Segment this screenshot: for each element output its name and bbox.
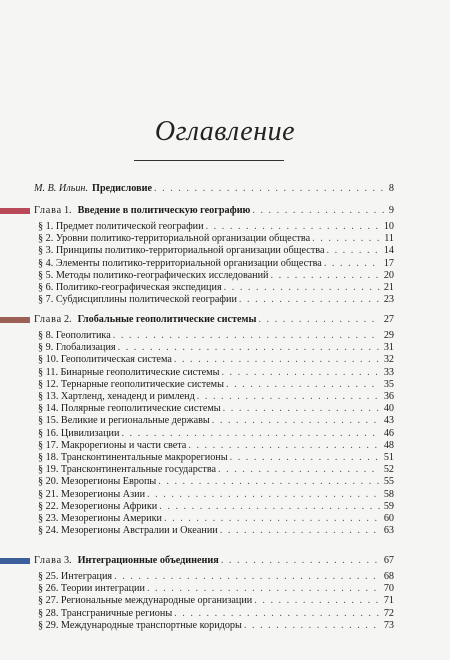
section-number: § 28. — [38, 607, 59, 619]
section-title: Принципы политико-территориальной организации общества — [55, 245, 325, 257]
section-label — [38, 608, 172, 620]
section-entry[interactable] — [38, 525, 394, 537]
section-title: Глобализация — [55, 342, 116, 354]
section-title: Мезорегионы Америки — [60, 513, 163, 524]
section-label — [38, 583, 145, 595]
section-entry[interactable] — [38, 620, 394, 632]
preface-author: М. В. Ильин. — [34, 183, 89, 194]
section-page: 63 — [383, 525, 394, 537]
leader-dots — [159, 501, 380, 513]
chapter-word: Глава — [34, 555, 62, 566]
section-page: 31 — [383, 342, 394, 354]
section-number: § 16. — [38, 427, 59, 439]
section-label — [38, 440, 186, 452]
preface-entry[interactable] — [34, 183, 394, 195]
section-label — [38, 270, 269, 282]
section-number: § 8. — [38, 330, 54, 341]
section-title: Мезорегионы Азии — [60, 488, 146, 500]
section-entry[interactable] — [38, 403, 394, 415]
section-entry[interactable] — [38, 513, 394, 525]
section-title: Региональные международные организации — [60, 595, 253, 607]
section-entry[interactable] — [38, 354, 394, 366]
leader-dots — [164, 513, 380, 525]
leader-dots — [113, 330, 380, 342]
section-entry[interactable] — [38, 221, 394, 233]
section-title: Полярные геополитические системы — [60, 403, 221, 415]
section-entry[interactable] — [38, 270, 394, 282]
section-number: § 1. — [38, 221, 54, 232]
section-label — [38, 595, 252, 607]
leader-dots — [312, 233, 380, 245]
leader-dots — [221, 555, 380, 567]
section-title: Мезорегионы Европы — [60, 476, 157, 488]
section-entry[interactable] — [38, 501, 394, 513]
section-number: § 5. — [38, 269, 54, 281]
section-entry[interactable] — [38, 595, 394, 607]
leader-dots — [224, 282, 380, 294]
section-number: § 13. — [38, 391, 59, 402]
section-entry[interactable] — [38, 440, 394, 452]
section-label — [38, 489, 145, 501]
chapter-page: 9 — [388, 205, 394, 216]
section-entry[interactable] — [38, 583, 394, 595]
section-entry[interactable] — [38, 330, 394, 342]
section-label — [38, 513, 162, 525]
section-page: 21 — [383, 282, 394, 293]
section-title: Бинарные геополитические системы — [60, 366, 220, 378]
section-label — [38, 415, 210, 427]
section-number: § 3. — [38, 245, 54, 257]
section-label — [38, 525, 218, 537]
section-page: 51 — [383, 452, 394, 463]
chapter-number: 3. — [63, 555, 72, 566]
chapter-word: Глава — [34, 205, 62, 216]
leader-dots — [158, 476, 380, 488]
leader-dots — [174, 608, 380, 620]
section-page: 72 — [383, 607, 394, 619]
section-entry[interactable] — [38, 571, 394, 583]
section-title: Цивилизации — [60, 427, 120, 439]
section-entry[interactable] — [38, 476, 394, 488]
section-entry[interactable] — [38, 245, 394, 257]
leader-dots — [230, 452, 380, 464]
leader-dots — [244, 620, 380, 632]
leader-dots — [271, 270, 380, 282]
title-underline — [134, 160, 284, 161]
section-label — [38, 233, 310, 245]
chapter-3-color-bar — [0, 558, 30, 564]
chapter-label — [34, 205, 250, 217]
section-title: Трансконтинентальные государства — [60, 464, 217, 476]
section-label — [38, 452, 228, 464]
section-title: Предмет политической географии — [55, 221, 204, 232]
section-label — [38, 330, 111, 342]
section-label — [38, 620, 242, 632]
section-page: 70 — [383, 583, 394, 595]
section-title: Международные транспортные коридоры — [60, 619, 242, 631]
section-entry[interactable] — [38, 428, 394, 440]
section-page: 20 — [383, 269, 394, 281]
section-label — [38, 428, 119, 440]
section-entry[interactable] — [38, 464, 394, 476]
section-label — [38, 476, 156, 488]
leader-dots — [197, 391, 380, 403]
section-number: § 14. — [38, 403, 59, 415]
section-title: Хартленд, хенаденд и римленд — [60, 391, 195, 402]
section-page: 43 — [383, 415, 394, 427]
section-page: 17 — [383, 257, 394, 269]
section-title: Субдисциплины политической географии — [55, 294, 237, 306]
section-number: § 10. — [38, 354, 59, 366]
section-label — [38, 258, 322, 270]
preface-label — [34, 183, 152, 195]
leader-dots — [154, 183, 385, 195]
section-number: § 4. — [38, 257, 54, 269]
section-label — [38, 464, 216, 476]
section-entry[interactable] — [38, 342, 394, 354]
section-label — [38, 379, 224, 391]
chapter-page: 27 — [383, 314, 394, 325]
section-page: 11 — [384, 233, 394, 245]
section-title: Геополитическая система — [60, 354, 172, 366]
leader-dots — [188, 440, 379, 452]
section-title: Мезорегионы Австралии и Океании — [60, 525, 218, 537]
chapter-1-color-bar — [0, 208, 30, 214]
leader-dots — [118, 342, 380, 354]
section-page: 59 — [383, 500, 394, 512]
leader-dots — [226, 379, 380, 391]
section-label — [38, 391, 195, 403]
section-page: 73 — [383, 619, 394, 631]
section-page: 10 — [383, 221, 394, 232]
section-entry[interactable] — [38, 391, 394, 403]
section-title: Мезорегионы Африки — [60, 500, 158, 512]
section-number: § 2. — [38, 233, 54, 245]
section-entry[interactable] — [38, 258, 394, 270]
section-title: Великие и региональные державы — [60, 415, 210, 427]
leader-dots — [147, 489, 380, 501]
section-number: § 6. — [38, 282, 54, 293]
section-number: § 7. — [38, 294, 54, 306]
leader-dots — [147, 583, 380, 595]
section-number: § 11. — [38, 366, 58, 378]
section-number: § 12. — [38, 378, 59, 390]
section-entry[interactable] — [38, 367, 394, 379]
section-number: § 24. — [38, 525, 59, 537]
chapter-title: Введение в политическую географию — [77, 205, 251, 216]
leader-dots — [254, 595, 380, 607]
chapter-page: 67 — [383, 555, 394, 566]
chapter-title: Глобальные геополитические системы — [77, 314, 257, 325]
section-number: § 21. — [38, 488, 59, 500]
chapter-title: Интеграционные объединения — [77, 555, 219, 566]
leader-dots — [212, 415, 380, 427]
section-entry[interactable] — [38, 452, 394, 464]
section-number: § 15. — [38, 415, 59, 427]
section-entry[interactable] — [38, 415, 394, 427]
leader-dots — [326, 245, 379, 257]
section-title: Тернарные геополитические системы — [60, 378, 224, 390]
section-page: 33 — [383, 366, 394, 378]
section-entry[interactable] — [38, 379, 394, 391]
leader-dots — [258, 314, 379, 326]
section-title: Элементы политико-территориальной организации общества — [55, 257, 322, 269]
page-title: Оглавление — [154, 116, 296, 147]
leader-dots — [324, 258, 380, 270]
section-page: 48 — [383, 439, 394, 451]
section-label — [38, 221, 204, 233]
section-number: § 19. — [38, 464, 59, 476]
section-page: 35 — [383, 378, 394, 390]
section-label — [38, 245, 324, 257]
section-label — [38, 282, 222, 294]
section-label — [38, 354, 172, 366]
leader-dots — [174, 354, 380, 366]
section-label — [38, 294, 237, 306]
preface-page: 8 — [388, 183, 394, 194]
section-page: 55 — [383, 476, 394, 488]
section-title: Трансконтинентальные макрорегионы — [60, 452, 228, 463]
section-number: § 26. — [38, 583, 59, 595]
leader-dots — [252, 205, 385, 217]
section-title: Теории интеграции — [60, 583, 145, 595]
chapter-number: 2. — [63, 314, 72, 325]
preface-title: Предисловие — [92, 183, 153, 194]
section-label — [38, 367, 219, 379]
section-page: 23 — [383, 294, 394, 306]
section-page: 14 — [383, 245, 394, 257]
section-page: 36 — [383, 391, 394, 402]
section-number: § 23. — [38, 513, 59, 524]
chapter-3-entry[interactable] — [34, 555, 394, 567]
section-page: 52 — [383, 464, 394, 476]
chapter-label — [34, 314, 256, 326]
chapter-word: Глава — [34, 314, 62, 325]
chapter-label — [34, 555, 219, 567]
section-title: Макрорегионы и части света — [60, 439, 187, 451]
leader-dots — [206, 221, 380, 233]
section-entry[interactable] — [38, 489, 394, 501]
leader-dots — [221, 367, 379, 379]
leader-dots — [223, 403, 380, 415]
leader-dots — [121, 428, 379, 440]
section-label — [38, 571, 112, 583]
section-number: § 17. — [38, 439, 59, 451]
section-label — [38, 501, 157, 513]
leader-dots — [239, 294, 380, 306]
chapter-2-entry[interactable] — [34, 314, 394, 326]
section-entry[interactable] — [38, 608, 394, 620]
section-entry[interactable] — [38, 282, 394, 294]
section-number: § 25. — [38, 571, 59, 582]
section-label — [38, 403, 221, 415]
section-title: Политико-географическая экспедиция — [55, 282, 222, 293]
section-number: § 20. — [38, 476, 59, 488]
section-number: § 18. — [38, 452, 59, 463]
section-title: Трансграничные регионы — [60, 607, 173, 619]
section-entry[interactable] — [38, 233, 394, 245]
chapter-1-entry[interactable] — [34, 205, 394, 217]
leader-dots — [218, 464, 380, 476]
section-title: Уровни политико-территориальной организации общества — [55, 233, 311, 245]
section-page: 32 — [383, 354, 394, 366]
section-title: Методы политико-географических исследований — [55, 269, 269, 281]
section-page: 60 — [383, 513, 394, 524]
section-number: § 29. — [38, 619, 59, 631]
chapter-2-color-bar — [0, 317, 30, 323]
chapter-number: 1. — [63, 205, 72, 216]
leader-dots — [114, 571, 380, 583]
section-page: 68 — [383, 571, 394, 582]
section-number: § 27. — [38, 595, 59, 607]
section-number: § 22. — [38, 500, 59, 512]
section-label — [38, 342, 116, 354]
section-page: 40 — [383, 403, 394, 415]
section-number: § 9. — [38, 342, 54, 354]
section-page: 71 — [383, 595, 394, 607]
section-title: Геополитика — [55, 330, 111, 341]
section-title: Интеграция — [60, 571, 113, 582]
section-page: 58 — [383, 488, 394, 500]
section-entry[interactable] — [38, 294, 394, 306]
leader-dots — [220, 525, 380, 537]
section-page: 29 — [383, 330, 394, 341]
section-page: 46 — [383, 427, 394, 439]
